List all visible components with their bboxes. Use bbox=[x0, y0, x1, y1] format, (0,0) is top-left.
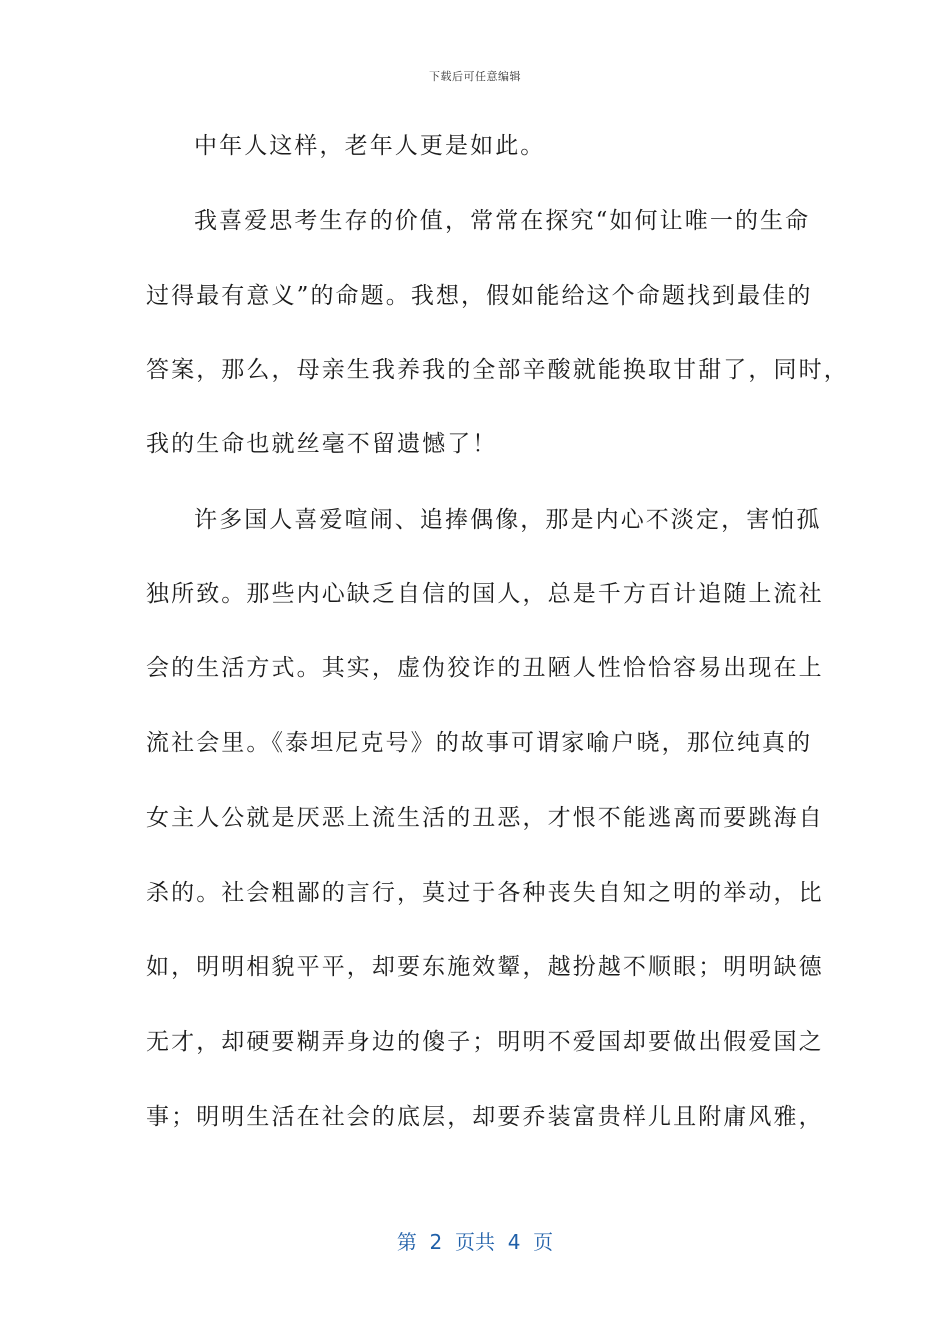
body-line: 独所致。那些内心缺乏自信的国人，总是千方百计追随上流社 bbox=[146, 581, 824, 607]
body-line: 流社会里。《泰坦尼克号》的故事可谓家喻户晓，那位纯真的 bbox=[146, 730, 813, 756]
body-line: 无才，却硬要糊弄身边的傻子；明明不爱国却要做出假爱国之 bbox=[146, 1029, 824, 1055]
body-line: 女主人公就是厌恶上流生活的丑恶，才恨不能逃离而要跳海自 bbox=[146, 805, 824, 831]
body-line: 会的生活方式。其实，虚伪狡诈的丑陋人性恰恰容易出现在上 bbox=[146, 655, 824, 681]
body-line: 如，明明相貌平平，却要东施效颦，越扮越不顺眼；明明缺德 bbox=[146, 954, 824, 980]
body-line: 许多国人喜爱喧闹、追捧偶像，那是内心不淡定，害怕孤 bbox=[194, 507, 822, 533]
body-line: 过得最有意义”的命题。我想，假如能给这个命题找到最佳的 bbox=[146, 283, 813, 309]
body-line: 我喜爱思考生存的价值，常常在探究“如何让唯一的生命 bbox=[194, 208, 811, 234]
body-line: 事；明明生活在社会的底层，却要乔装富贵样儿且附庸风雅， bbox=[146, 1104, 824, 1130]
body-line: 杀的。社会粗鄙的言行，莫过于各种丧失自知之明的举动，比 bbox=[146, 880, 824, 906]
body-line: 答案，那么，母亲生我养我的全部辛酸就能换取甘甜了，同时， bbox=[146, 357, 849, 383]
page-number-footer: 第 2 页共 4 页 bbox=[396, 1230, 554, 1254]
body-line: 中年人这样，老年人更是如此。 bbox=[194, 133, 546, 159]
body-line: 我的生命也就丝毫不留遗憾了！ bbox=[146, 431, 498, 457]
page-header: 下载后可任意编辑 bbox=[429, 70, 521, 83]
